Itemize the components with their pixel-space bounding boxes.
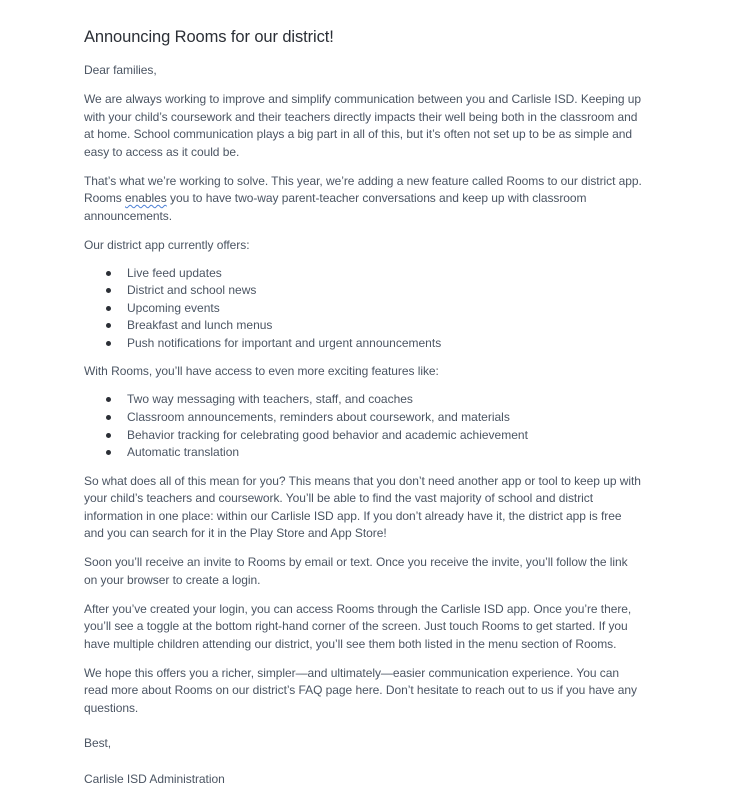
access-paragraph: After you’ve created your login, you can access Rooms through the Carlisle ISD app. Once you’re there, you’ll see a toggle at the bottom right-hand corner of the screen. Just touch Rooms to get started. If you have multiple children attending our district, you’ll see them both listed in the menu section of Rooms. <box>84 601 632 651</box>
current-offers-list <box>84 265 644 353</box>
list-item: Push notifications for important and urgent announcements <box>84 335 644 353</box>
list-item: Upcoming events <box>84 300 644 318</box>
invite-paragraph: Soon you’ll receive an invite to Rooms by email or text. Once you receive the invite, you’ll follow the link on your browser to create a login. <box>84 555 628 587</box>
solve-text-end: you to have two-way parent-teacher conversations and keep up with classroom announcements. <box>84 191 587 223</box>
list-item: Behavior tracking for celebrating good behavior and academic achievement <box>84 427 644 445</box>
solve-paragraph <box>84 173 644 226</box>
meaning-paragraph: So what does all of this mean for you? This means that you don’t need another app or tool to keep up with your child’s teachers and coursework. You’ll be able to find the vast majority of school and district information in one place: within our Carlisle ISD app. If you don’t already have it, the district app is free and you can search for it in the Play Store and App Store! <box>84 473 641 541</box>
closing-paragraph: We hope this offers you a richer, simpler—and ultimately—easier communication experience. You can read more about Rooms on our district’s FAQ page here. Don’t hesitate to reach out to us if you have any questions. <box>84 665 637 715</box>
rooms-features-list <box>84 391 644 461</box>
list-item: Breakfast and lunch menus <box>84 317 644 335</box>
solve-text-start: That’s what we’re working to solve. This year, we’re adding a new feature called Rooms to our district app. Rooms <box>84 173 642 205</box>
current-offers-heading: Our district app currently offers: <box>84 237 250 252</box>
rooms-features-heading: With Rooms, you’ll have access to even more exciting features like: <box>84 364 439 379</box>
greeting: Dear families, <box>84 63 157 77</box>
intro-paragraph: We are always working to improve and simplify communication between you and Carlisle ISD. Keeping up with your child’s coursework and their teachers directly impacts their well being both in the classroom and at home. School communication plays a big part in all of this, but it’s often not set up to be as simple and easy to access as it could be. <box>84 92 642 159</box>
letter <box>84 26 644 800</box>
list-item: Automatic translation <box>84 444 644 462</box>
page-title: Announcing Rooms for our district! <box>84 28 334 46</box>
list-item: Two way messaging with teachers, staff, and coaches <box>84 391 644 409</box>
signoff: Best, <box>84 736 112 751</box>
list-item: Classroom announcements, reminders about coursework, and materials <box>84 409 644 427</box>
list-item: Live feed updates <box>84 265 644 283</box>
list-item: District and school news <box>84 282 644 300</box>
spellcheck-flagged-word[interactable]: enables <box>125 191 167 205</box>
signature: Carlisle ISD Administration <box>84 771 225 786</box>
